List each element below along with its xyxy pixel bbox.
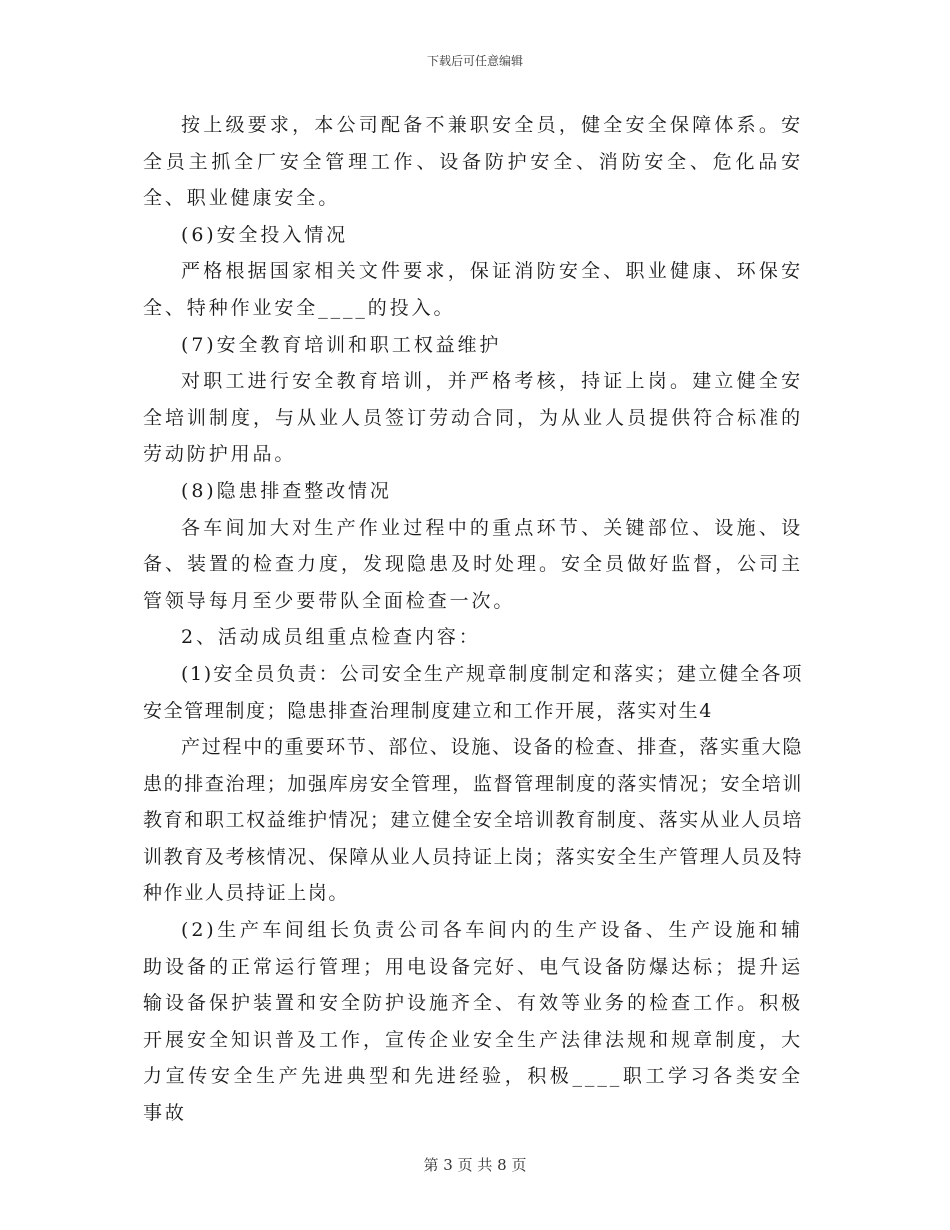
- heading-hazard-inspection: (8)隐患排查整改情况: [181, 479, 392, 502]
- paragraph-safety-investment: 严格根据国家相关文件要求，保证消防安全、职业健康、环保安全、特种作业安全____的投入。: [143, 260, 803, 319]
- page-footer: 第 3 页 共 8 页: [423, 1156, 527, 1174]
- paragraph-hazard-inspection: 各车间加大对生产作业过程中的重点环节、关键部位、设施、设备、装置的检查力度，发现隐患及时处理。安全员做好监督，公司主管领导每月至少要带队全面检查一次。: [143, 516, 803, 612]
- heading-inspection-content: 2、活动成员组重点检查内容：: [181, 626, 481, 649]
- paragraph-item-2: (2)生产车间组长负责公司各车间内的生产设备、生产设施和辅助设备的正常运行管理；用电设备完好、电气设备防爆达标；提升运输设备保护装置和安全防护设施齐全、有效等业务的检查工作。积极开展安全知识普及工作，宣传企业安全生产法律法规和规章制度，大力宣传安全生产先进典型和先进经验，积极____职工学习各类安全事故: [143, 919, 803, 1125]
- heading-safety-investment: (6)安全投入情况: [181, 223, 349, 246]
- paragraph-safety-education: 对职工进行安全教育培训，并严格考核，持证上岗。建立健全安全培训制度，与从业人员签订劳动合同，为从业人员提供符合标准的劳动防护用品。: [143, 370, 803, 466]
- page-header: 下载后可任意编辑: [426, 54, 523, 68]
- paragraph-item-1: (1)安全员负责：公司安全生产规章制度制定和落实；建立健全各项安全管理制度；隐患排查治理制度建立和工作开展，落实对生4: [143, 662, 803, 722]
- heading-safety-education: (7)安全教育培训和职工权益维护: [181, 333, 502, 356]
- paragraph-safety-officer: 按上级要求，本公司配备不兼职安全员，健全安全保障体系。安全员主抓全厂安全管理工作、设备防护安全、消防安全、危化品安全、职业健康安全。: [143, 114, 803, 210]
- paragraph-item-1-continued: 产过程中的重要环节、部位、设施、设备的检查、排查，落实重大隐患的排查治理；加强库房安全管理，监督管理制度的落实情况；安全培训教育和职工权益维护情况；建立健全安全培训教育制度、落实从业人员培训教育及考核情况、保障从业人员持证上岗；落实安全生产管理人员及特种作业人员持证上岗。: [143, 736, 803, 905]
- document-body: [143, 107, 803, 1132]
